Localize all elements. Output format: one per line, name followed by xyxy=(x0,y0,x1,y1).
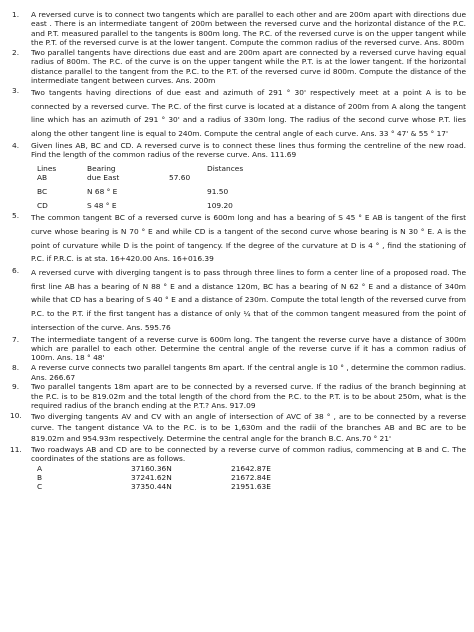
table-cell: 57.60 xyxy=(169,173,191,183)
problem-number: 4. xyxy=(12,140,20,150)
table-row xyxy=(31,183,466,197)
table-cell: A xyxy=(37,463,43,473)
problem-text: Given lines AB, BC and CD. A reversed curve is to connect these lines thus forming the centreline of the new road. Find the length of the common radius of the reverse curve. Ans. 111.69 xyxy=(31,140,466,160)
table-row xyxy=(31,473,466,482)
problem-text: Two parallel tangents have directions due east and are 200m apart are connected by a reversed curve having equal radius of 800m. The P.C. of the curve is on the upper tangent while the P.T. is at the lower tangent. If the horizontal distance parallel to the tangent from the P.C. to the P.T. of the reversed curve id 800m. Compute the distance of the intermediate tangent between curves. Ans. 200m xyxy=(31,48,466,86)
problem-text: Two parallel tangents 18m apart are to be connected by a reversed curve. If the radius of the branch beginning at the P.C. is to be 819.02m and the total length of the chord from the P.C. to the P.T. is to be about 250m, what is the required radius of the branch ending at the P.T.? Ans. 917.09 xyxy=(31,382,466,411)
problem-text: The intermediate tangent of a reverse curve is 600m long. The tangent the reverse curve have a distance of 300m which are parallel to each other. Determine the central angle of the reverse curve if it has a common radius of 100m. Ans. 18 ° 48' xyxy=(31,334,466,363)
table-cell: 21642.87E xyxy=(231,463,271,473)
table-row xyxy=(31,196,466,210)
problem-11 xyxy=(10,445,466,491)
table-cell: C xyxy=(37,482,43,492)
table-cell: 91.50 xyxy=(207,186,229,196)
table-cell: B xyxy=(37,472,43,482)
table-cell: 37350.44N xyxy=(131,482,172,492)
problem-number: 7. xyxy=(12,334,20,344)
table-header: Distances xyxy=(207,163,244,173)
table-header: Lines xyxy=(37,163,57,173)
stations-table xyxy=(31,464,466,492)
problem-6 xyxy=(10,266,466,334)
table-cell: BC xyxy=(37,186,48,196)
problem-10 xyxy=(10,411,466,445)
table-cell: due East xyxy=(87,173,120,183)
problem-number: 9. xyxy=(12,382,20,392)
table-cell: CD xyxy=(37,200,48,210)
table-header: Bearing xyxy=(87,163,116,173)
lines-table xyxy=(31,162,466,210)
table-header-row xyxy=(31,162,466,174)
problem-9 xyxy=(10,382,466,410)
problem-number: 10. xyxy=(10,410,22,420)
problem-text: A reversed curve with diverging tangent is to pass through three lines to form a center line of a proposed road. The first line AB has a bearing of N 88 ° E and a distance 120m, BC has a bearing of N 62 ° E and a distance of 340m while that CD has a bearing of S 40 ° E and a distance of 230m. Compute the total length of the reversed curve from P.C. to the P.T. if the first tangent has a distance of only ¼ that of the common tangent measured from the point of intersection of the curve. Ans. 595.76 xyxy=(31,268,466,332)
problem-text: A reversed curve is to connect two tangents which are parallel to each other and are 200m apart with directions due east . There is an intermediate tangent of 200m between the reversed curve and the horizontal distance of the P.C. and P.T. measured parallel to the tangents is 800m long. The P.C. of the reversed curve is on the upper tangent while the P.T. of the reversed curve is at the lower tangent. Compute the common radius of the reversed curve. Ans. 800m xyxy=(31,10,466,48)
table-cell: 109.20 xyxy=(207,200,233,210)
problem-number: 1. xyxy=(12,10,20,19)
problem-number: 2. xyxy=(12,48,20,58)
table-cell: N 68 ° E xyxy=(87,186,118,196)
problem-7 xyxy=(10,335,466,363)
problem-number: 11. xyxy=(10,444,22,454)
table-cell: 37160.36N xyxy=(131,463,172,473)
problem-text: Two roadways AB and CD are to be connected by a reverse curve of common radius, commencing at B and C. The coordinates of the stations are as follows. xyxy=(31,444,466,464)
problem-4 xyxy=(10,141,466,211)
table-cell: 21951.63E xyxy=(231,482,271,492)
problem-8 xyxy=(10,363,466,382)
problem-3 xyxy=(10,86,466,140)
table-row xyxy=(31,464,466,473)
table-cell: 37241.62N xyxy=(131,472,172,482)
problem-text: The common tangent BC of a reversed curve is 600m long and has a bearing of S 45 ° E AB is tangent of the first curve whose bearing is N 70 ° E and while CD is a tangent of the second curve whose bearing is N 30 ° E. A is the point of curvature while D is the point of tangency. If the degree of the curvature at D is 4 ° , find the stationing of P.C. if P.R.C. is at sta. 16+420.00 Ans. 16+016.39 xyxy=(31,213,466,264)
table-row xyxy=(31,173,466,183)
problem-number: 8. xyxy=(12,363,20,373)
problem-5 xyxy=(10,211,466,265)
problem-text: Two tangents having directions of due east and azimuth of 291 ° 30' respectively meet at a point A is to be connected by a reversed curve. The P.C. of the first curve is located at a distance of 200m from A along the tangent line which has an azimuth of 291 ° 30' and a radius of 330m long. The radius of the second curve whose P.T. lies along the other tangent line is equal to 240m. Compute the central angle of each curve. Ans. 33 ° 47' & 55 ° 17' xyxy=(31,88,466,138)
table-row xyxy=(31,482,466,491)
problem-text: A reverse curve connects two parallel tangents 8m apart. If the central angle is 10 ° , determine the common radius. Ans. 266.67 xyxy=(31,363,466,382)
problem-number: 5. xyxy=(12,211,20,221)
table-cell: AB xyxy=(37,173,48,183)
problem-1 xyxy=(10,10,466,48)
problem-2 xyxy=(10,48,466,86)
table-cell: 21672.84E xyxy=(231,472,271,482)
problem-text: Two diverging tangents AV and CV with an angle of intersection of AVC of 38 ° , are to be connected by a reverse curve. The tangent distance VA to the P.C. is to be 1,630m and the radii of the branches AB and BC are to be 819.02m and 954.93m respectively. Determine the central angle for the branch B.C. Ans.70 ° 21' xyxy=(31,411,466,444)
problem-number: 6. xyxy=(12,266,20,276)
problem-number: 3. xyxy=(12,86,20,96)
table-cell: S 48 ° E xyxy=(87,200,117,210)
